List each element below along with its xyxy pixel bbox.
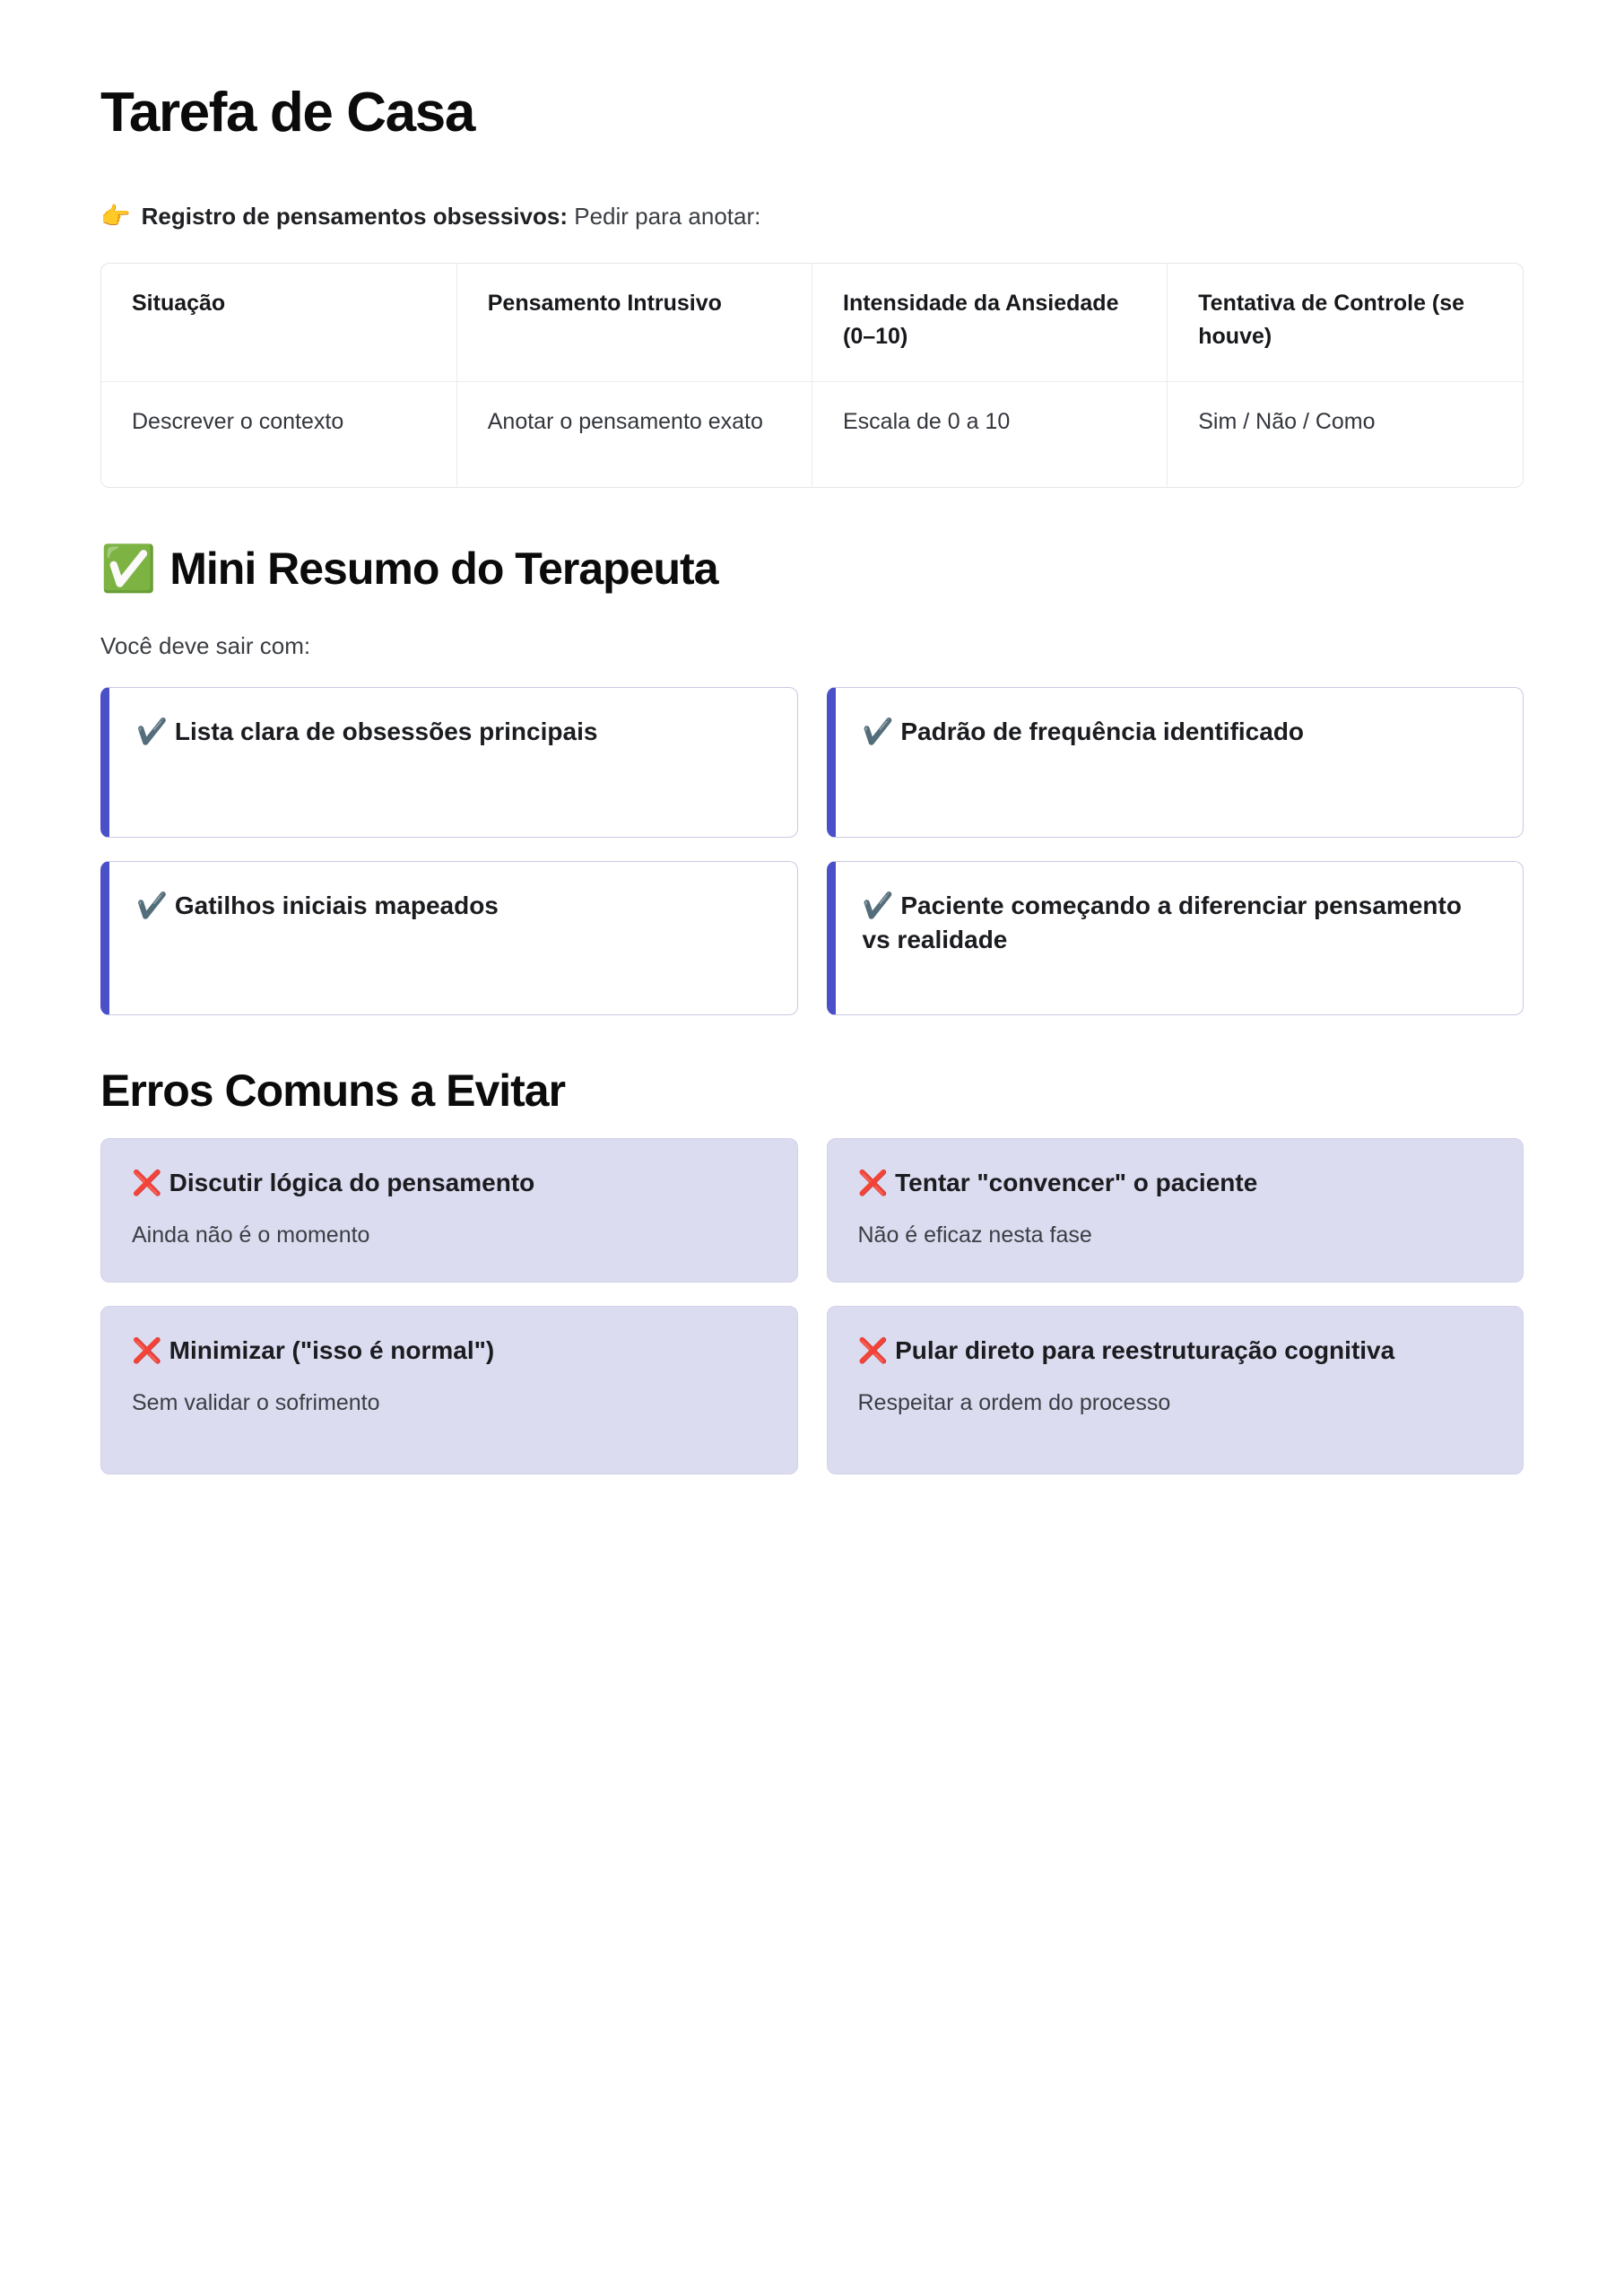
error-card-note: Não é eficaz nesta fase bbox=[857, 1222, 1092, 1248]
summary-card bbox=[827, 861, 1524, 1015]
table-cell-tentativa: Sim / Não / Como bbox=[1198, 408, 1376, 434]
intro-text bbox=[142, 200, 761, 234]
errors-section-title bbox=[100, 1065, 1524, 1118]
errors-card-grid bbox=[100, 1138, 1524, 1474]
table-header-cell-pensamento: Pensamento Intrusivo bbox=[456, 264, 812, 382]
error-card bbox=[827, 1306, 1524, 1474]
intro-strong-label: Registro de pensamentos obsessivos: bbox=[141, 203, 568, 230]
page-title: Tarefa de Casa bbox=[100, 82, 474, 144]
summary-card-text bbox=[863, 715, 1493, 750]
table-cell-situacao: Descrever o contexto bbox=[101, 381, 456, 487]
check-mark-icon: ✔️ bbox=[862, 891, 894, 919]
summary-card bbox=[827, 687, 1524, 838]
summary-title-label: Mini Resumo do Terapeuta bbox=[169, 544, 718, 595]
cross-mark-icon: ❌ bbox=[857, 1337, 889, 1365]
intro-rest-label: Pedir para anotar: bbox=[574, 203, 761, 230]
summary-section-title bbox=[100, 544, 1524, 596]
table-header-cell-tentativa: Tentativa de Controle (se houve) bbox=[1168, 264, 1523, 382]
error-card bbox=[827, 1138, 1524, 1283]
cross-mark-icon: ❌ bbox=[857, 1170, 889, 1197]
check-mark-icon: ✔️ bbox=[862, 717, 894, 745]
errors-section bbox=[100, 1065, 1524, 1475]
summary-card bbox=[100, 861, 798, 1015]
table-row bbox=[101, 381, 1523, 487]
error-card-title bbox=[132, 1166, 767, 1200]
summary-card-label: Paciente começando a diferenciar pensamento vs realidade bbox=[862, 891, 1462, 954]
error-card bbox=[100, 1138, 798, 1283]
cross-mark-icon: ❌ bbox=[132, 1170, 162, 1197]
table-header-cell-situacao: Situação bbox=[101, 264, 456, 382]
summary-card bbox=[100, 687, 798, 838]
check-mark-icon: ✔️ bbox=[136, 717, 168, 745]
summary-card-text bbox=[136, 889, 767, 924]
intro-line bbox=[100, 200, 1524, 234]
error-card bbox=[100, 1306, 798, 1474]
summary-card-text bbox=[136, 715, 767, 750]
summary-card-grid bbox=[100, 687, 1524, 1015]
summary-card-label: Padrão de frequência identificado bbox=[900, 717, 1305, 745]
table-body bbox=[101, 381, 1523, 487]
error-card-title-label: Tentar "convencer" o paciente bbox=[895, 1169, 1258, 1197]
table-head bbox=[101, 264, 1523, 382]
table-cell-intensidade: Escala de 0 a 10 bbox=[812, 381, 1168, 487]
error-card-title-label: Discutir lógica do pensamento bbox=[169, 1169, 535, 1197]
summary-card-text bbox=[863, 889, 1493, 958]
table-header-cell-intensidade: Intensidade da Ansiedade (0–10) bbox=[812, 264, 1168, 382]
error-card-title bbox=[858, 1334, 1493, 1368]
error-card-note: Sem validar o sofrimento bbox=[132, 1390, 380, 1416]
error-card-title bbox=[132, 1334, 767, 1368]
thought-record-table-wrapper bbox=[100, 263, 1524, 489]
table-cell-pensamento: Anotar o pensamento exato bbox=[456, 381, 812, 487]
summary-card-label: Lista clara de obsessões principais bbox=[174, 717, 598, 745]
error-card-title-label: Minimizar ("isso é normal") bbox=[169, 1336, 495, 1365]
error-card-note: Ainda não é o momento bbox=[132, 1222, 370, 1248]
errors-title-label: Erros Comuns a Evitar bbox=[100, 1065, 566, 1116]
table-header-row bbox=[101, 264, 1523, 382]
white-check-mark-icon: ✅ bbox=[100, 544, 156, 595]
summary-section bbox=[100, 544, 1524, 1014]
thought-record-table bbox=[101, 264, 1523, 488]
summary-card-label: Gatilhos iniciais mapeados bbox=[174, 891, 499, 919]
summary-lead: Você deve sair com: bbox=[100, 631, 311, 659]
error-card-title-label: Pular direto para reestruturação cognitiva bbox=[895, 1336, 1395, 1365]
pointing-right-icon: 👉 bbox=[100, 203, 131, 230]
check-mark-icon: ✔️ bbox=[136, 891, 168, 919]
cross-mark-icon: ❌ bbox=[132, 1337, 162, 1365]
error-card-title bbox=[858, 1166, 1493, 1200]
error-card-note: Respeitar a ordem do processo bbox=[857, 1390, 1171, 1416]
